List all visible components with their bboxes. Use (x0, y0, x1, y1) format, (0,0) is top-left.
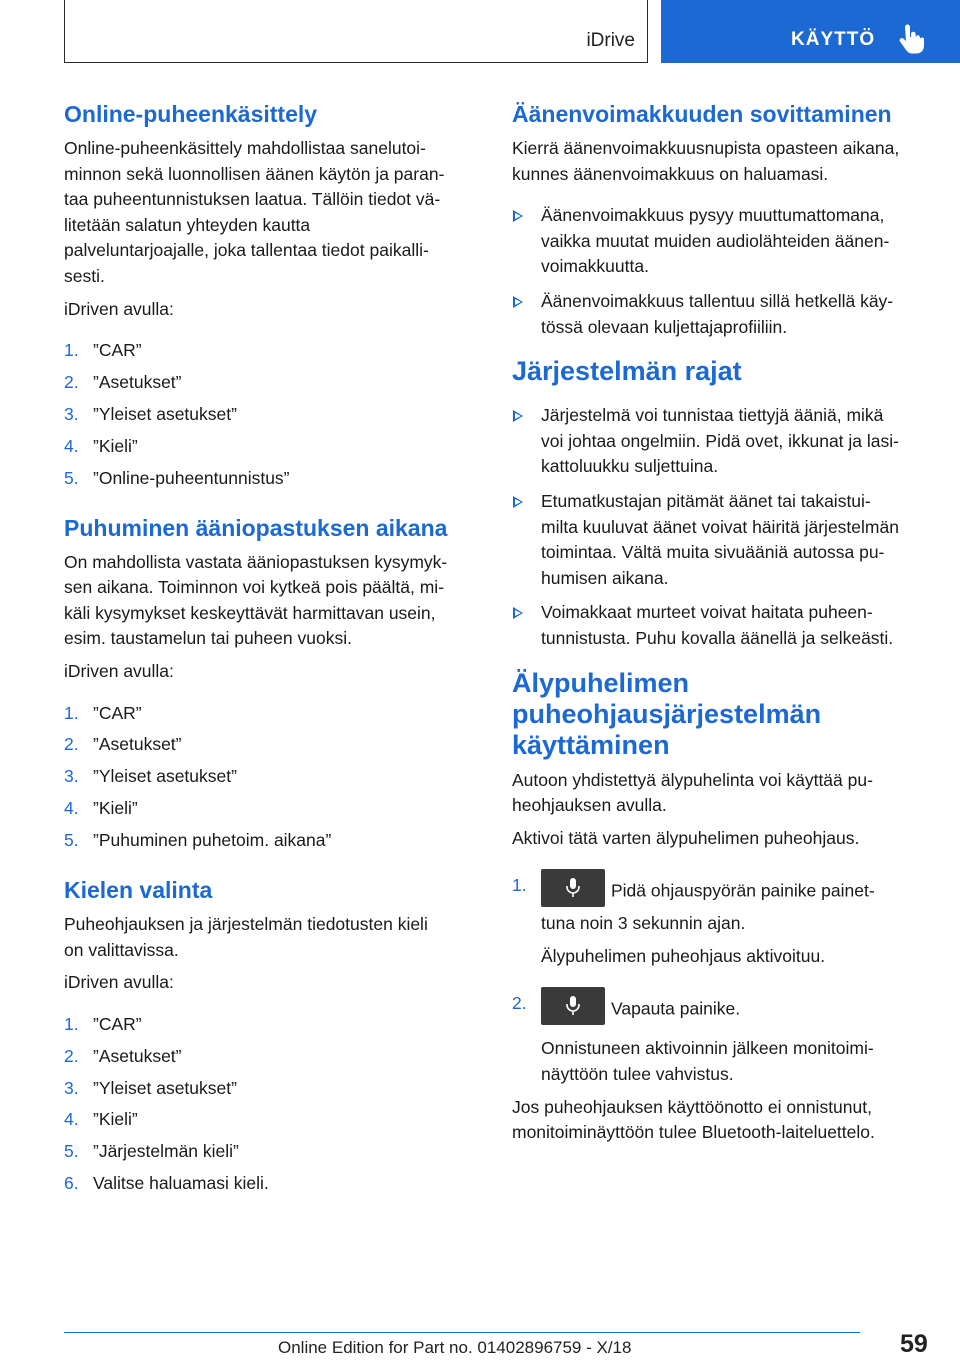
smartphone-outro: Jos puheohjauksen käyttöönotto ei onnistunut, monitoiminäyttöön tulee Bluetooth-laiteluettelo. (512, 1096, 875, 1143)
online-body: Online-puheenkäsittely mahdollistaa sanelutoi- minnon sekä luonnollisen äänen käytön ja paran- taa puheentunnistuksen laatua. Tällöin tiedot vä- litetään salatun yhteyden kautta palveluntarjoajalle, joka tallentaa tiedot paikalli- sesti. (64, 138, 445, 286)
section-volume-title: Äänenvoimakkuuden sovittaminen (512, 101, 892, 127)
bullet-triangle-icon (513, 607, 523, 619)
volume-bullets (512, 203, 932, 340)
smartphone-step-2: 2. Vapauta painike. Onnistuneen aktivoinnin jälkeen monitoimi- näyttöön tulee vahvistus. (512, 991, 932, 1087)
header-section-box (64, 0, 648, 63)
footer-edition: Online Edition for Part no. 01402896759 - X/18 (278, 1338, 632, 1357)
section-limits-title: Järjestelmän rajat (512, 356, 742, 387)
speaking-steps (64, 701, 484, 854)
list-item: 3. ”Yleiset asetukset” (64, 766, 237, 787)
smartphone-activate: Aktivoi tätä varten älypuhelimen puheohjaus. (512, 827, 860, 848)
microphone-icon (566, 996, 580, 1016)
list-item: 5. ”Järjestelmän kieli” (64, 1141, 239, 1162)
list-item: 4. ”Kieli” (64, 435, 138, 456)
hand-pointer-icon (898, 24, 924, 54)
microphone-icon (566, 878, 580, 898)
volume-body: Kierrä äänenvoimakkuusnupista opasteen aikana, kunnes äänenvoimakkuus on haluamasi. (512, 138, 900, 184)
footer-divider (64, 1332, 860, 1333)
section-online-title: Online-puheenkäsittely (64, 101, 318, 127)
left-column (64, 100, 484, 1203)
list-item: Äänenvoimakkuus pysyy muuttumattomana, vaikka muutat muiden audiolähteiden äänen- voimakkuutta. (512, 203, 932, 280)
list-item: 4. ”Kieli” (64, 798, 138, 819)
speaking-body: On mahdollista vastata ääniopastuksen kysymyk- sen aikana. Toiminnon voi kytkeä pois päältä, mi- käli kysymykset keskeyttävät harmittavan usein, esim. taustamelun tai puheen vuoksi. (64, 551, 448, 649)
list-item: 5. ”Online-puheentunnistus” (64, 467, 290, 488)
section-language-title: Kielen valinta (64, 877, 213, 904)
speaking-via: iDriven avulla: (64, 660, 174, 681)
chapter-title: KÄYTTÖ (791, 29, 876, 50)
bullet-triangle-icon (513, 210, 523, 222)
list-item: Äänenvoimakkuus tallentuu sillä hetkellä käy- tössä olevaan kuljettajaprofiiliin. (512, 289, 932, 340)
bullet-triangle-icon (513, 496, 523, 508)
list-item: Järjestelmä voi tunnistaa tiettyjä ääniä, mikä voi johtaa ongelmiin. Pidä ovet, ikkunat ja lasi- kattoluukku suljettuina. (512, 403, 932, 480)
list-item: 1. ”CAR” (64, 340, 142, 361)
list-item: 2. ”Asetukset” (64, 1045, 182, 1066)
smartphone-body: Autoon yhdistettyä älypuhelinta voi käyttää pu- heohjauksen avulla. (512, 769, 873, 816)
limits-bullets (512, 403, 932, 651)
smartphone-step-1: 1. Pidä ohjauspyörän painike painet- tuna noin 3 sekunnin ajan. Älypuhelimen puheohjaus aktivoituu. (512, 873, 932, 969)
list-item: 1. ”CAR” (64, 1013, 142, 1034)
section-smartphone-title: Älypuhelimen puheohjausjärjestelmän käyttäminen (512, 667, 822, 760)
list-item: 1. ”CAR” (64, 702, 142, 723)
online-via: iDriven avulla: (64, 298, 174, 319)
language-steps (64, 1012, 484, 1197)
voice-button-icon (541, 869, 605, 907)
chapter-tab (661, 0, 960, 63)
list-item: 5. ”Puhuminen puhetoim. aikana” (64, 830, 332, 851)
language-via: iDriven avulla: (64, 972, 174, 993)
bullet-triangle-icon (513, 410, 523, 422)
list-item: 6. Valitse haluamasi kieli. (64, 1173, 269, 1194)
page-number: 59 (900, 1330, 928, 1358)
list-item: 2. ”Asetukset” (64, 372, 182, 393)
language-body: Puheohjauksen ja järjestelmän tiedotusten kieli on valittavissa. (64, 914, 428, 960)
list-item: 3. ”Yleiset asetukset” (64, 403, 237, 424)
section-speaking-title: Puhuminen ääniopastuksen aikana (64, 514, 448, 541)
list-item: Voimakkaat murteet voivat haitata puheen- tunnistusta. Puhu kovalla äänellä ja selkeästi. (512, 600, 932, 651)
list-item: 3. ”Yleiset asetukset” (64, 1077, 237, 1098)
bullet-triangle-icon (513, 296, 523, 308)
list-item: Etumatkustajan pitämät äänet tai takaistui- milta kuuluvat äänet voivat häiritä järjestelmän toimintaa. Vältä muita sivuääniä autossa pu- humisen aikana. (512, 489, 932, 591)
online-steps (64, 338, 484, 491)
list-item: 2. ”Asetukset” (64, 734, 182, 755)
voice-button-icon (541, 987, 605, 1025)
list-item: 4. ”Kieli” (64, 1109, 138, 1130)
right-column (512, 100, 932, 1146)
section-title: iDrive (586, 30, 635, 51)
